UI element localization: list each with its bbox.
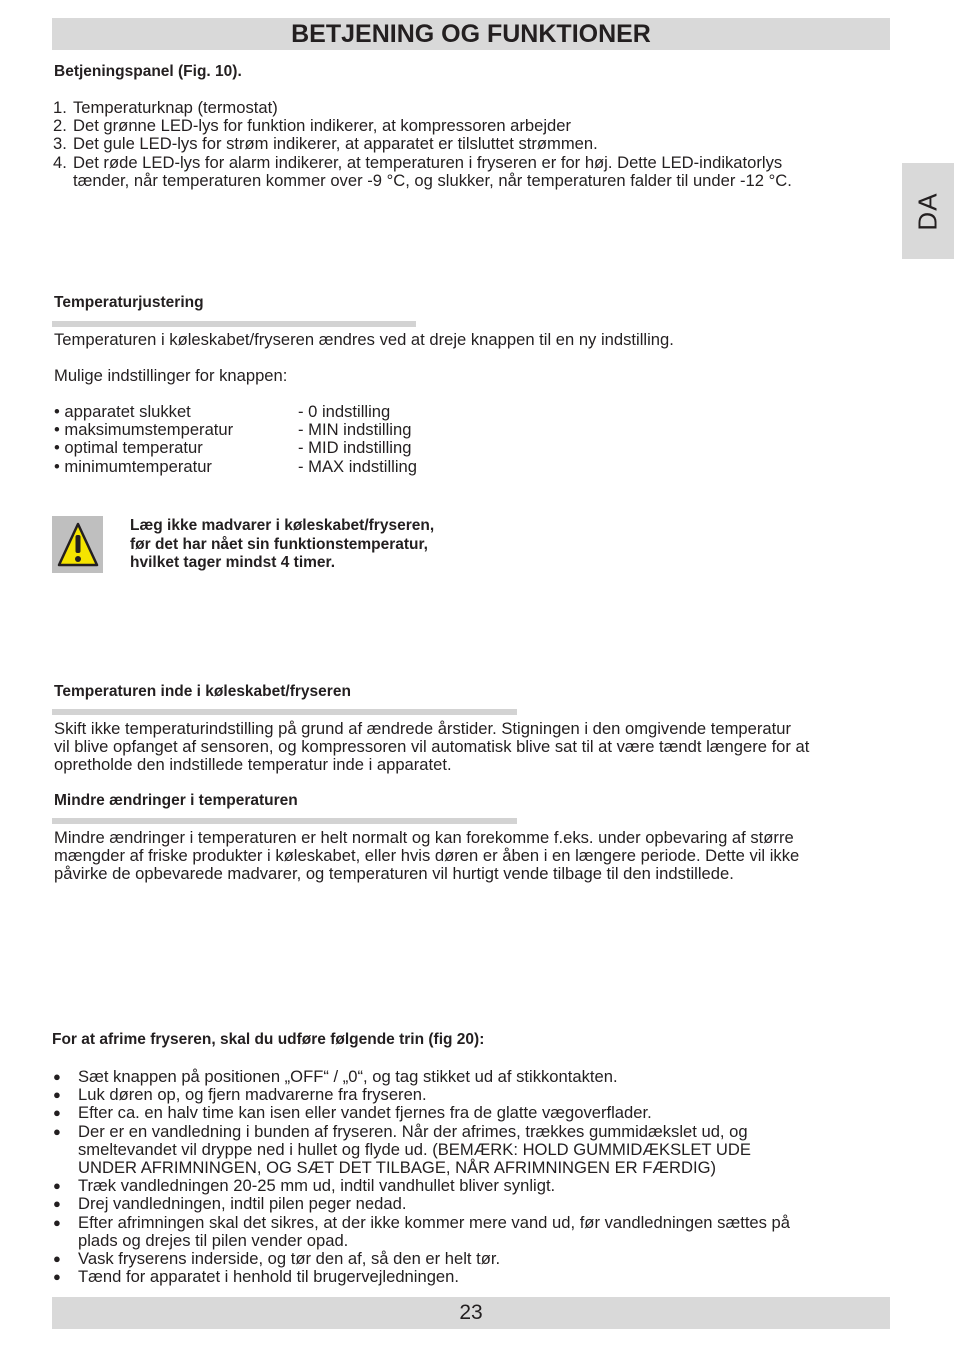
language-label: DA	[912, 191, 943, 231]
temp-inside-heading: Temperaturen inde i køleskabet/fryseren	[54, 683, 351, 700]
defrost-heading: For at afrime fryseren, skal du udføre følgende trin (fig 20):	[52, 1031, 485, 1048]
list-item: ● Efter afrimningen skal det sikres, at der ikke kommer mere vand ud, før vandledningen sættes på plads og drejes til pilen vender opad.	[53, 1212, 791, 1250]
page-number: 23	[459, 1301, 483, 1324]
list-item: 4. Det røde LED-lys for alarm indikerer, at temperaturen i fryseren er for høj. Dette LED-indikatorlys tænder, når temperaturen kommer over -9 °C, og slukker, når temperaturen falder til under -12 °C.	[53, 152, 792, 190]
setting-row: • minimumtemperatur - MAX indstilling	[54, 456, 417, 476]
panel-heading: Betjeningspanel (Fig. 10).	[54, 63, 242, 80]
setting-row: • optimal temperatur - MID indstilling	[54, 438, 412, 458]
bullet-icon: ●	[53, 1214, 61, 1230]
temp-inside-text: Skift ikke temperaturindstilling på grund af ændrede årstider. Stigningen i den omgivende temperatur vil blive opfanget af sensoren, og kompressoren vil automatisk blive sat til at være tændt længere for at opretholde den indstillede temperatur inde i apparatet.	[54, 719, 810, 775]
bullet-icon: ●	[53, 1251, 61, 1267]
list-item: ● Der er en vandledning i bunden af fryseren. Når der afrimes, trækkes gummidækslet ud, og smeltevandet vil dryppe ned i hullet og flyde ud. (BEMÆRK: HOLD GUMMIDÆKSLET UDE UNDER AFRIMNINGEN, OG SÆT DET TILBAGE, NÅR AFRIMNINGEN ER FÆRDIG)	[53, 1121, 751, 1178]
list-item: ● Efter ca. en halv time kan isen eller vandet fjernes fra de glatte vægoverflader.	[53, 1103, 652, 1123]
temp-adjust-text: Temperaturen i køleskabet/fryseren ændres ved at dreje knappen til en ny indstilling.	[54, 330, 674, 349]
list-item: ● Tænd for apparatet i henhold til brugervejledningen.	[53, 1267, 459, 1287]
list-item: ● Sæt knappen på positionen „OFF“ / „0“, og tag stikket ud af stikkontakten.	[53, 1067, 618, 1086]
page-title: BETJENING OG FUNKTIONER	[291, 20, 651, 48]
list-item: ● Træk vandledningen 20-25 mm ud, indtil vandhullet bliver synligt.	[53, 1176, 556, 1196]
list-item: ● Luk døren op, og fjern madvarerne fra fryseren.	[53, 1085, 427, 1105]
settings-intro: Mulige indstillinger for knappen:	[54, 366, 288, 385]
bullet-icon: ●	[53, 1105, 61, 1121]
bullet-icon: ●	[53, 1196, 61, 1212]
section-divider	[52, 709, 517, 715]
bullet-icon: ●	[53, 1123, 61, 1139]
setting-row: • maksimumstemperatur - MIN indstilling	[54, 420, 412, 440]
warning-icon	[52, 516, 103, 573]
bullet-icon: ●	[53, 1178, 61, 1194]
list-item: 1. Temperaturknap (termostat)	[53, 98, 278, 117]
settings-table	[54, 403, 417, 476]
defrost-steps	[53, 1068, 790, 1286]
bullet-icon: ●	[53, 1087, 61, 1103]
language-tab	[902, 163, 954, 259]
footer-bar	[52, 1297, 890, 1329]
bullet-icon: ●	[53, 1269, 61, 1285]
header-bar	[52, 18, 890, 50]
minor-changes-heading: Mindre ændringer i temperaturen	[54, 792, 298, 809]
setting-row: • apparatet slukket - 0 indstilling	[54, 402, 391, 421]
warning-text: Læg ikke madvarer i køleskabet/fryseren, før det har nået sin funktionstemperatur, hvilket tager mindst 4 timer.	[130, 517, 435, 571]
section-divider	[52, 321, 416, 327]
minor-changes-text: Mindre ændringer i temperaturen er helt normalt og kan forekomme f.eks. under opbevaring af større mængder af friske produkter i køleskabet, eller hvis døren er åben i en længere periode. Dette vil ikke påvirke de opbevarede madvarer, og temperaturen vil hurtigt vende tilbage til den indstillede.	[54, 828, 800, 884]
list-item: 2. Det grønne LED-lys for funktion indikerer, at kompressoren arbejder	[53, 116, 572, 136]
temp-adjust-heading: Temperaturjustering	[54, 294, 204, 311]
list-item: ● Drej vandledningen, indtil pilen peger nedad.	[53, 1194, 407, 1214]
bullet-icon: ●	[53, 1069, 61, 1084]
list-item: ● Vask fryserens inderside, og tør den af, så den er helt tør.	[53, 1249, 501, 1269]
section-divider	[52, 818, 517, 824]
panel-list	[53, 99, 792, 190]
list-item: 3. Det gule LED-lys for strøm indikerer, at apparatet er tilsluttet strømmen.	[53, 134, 598, 154]
